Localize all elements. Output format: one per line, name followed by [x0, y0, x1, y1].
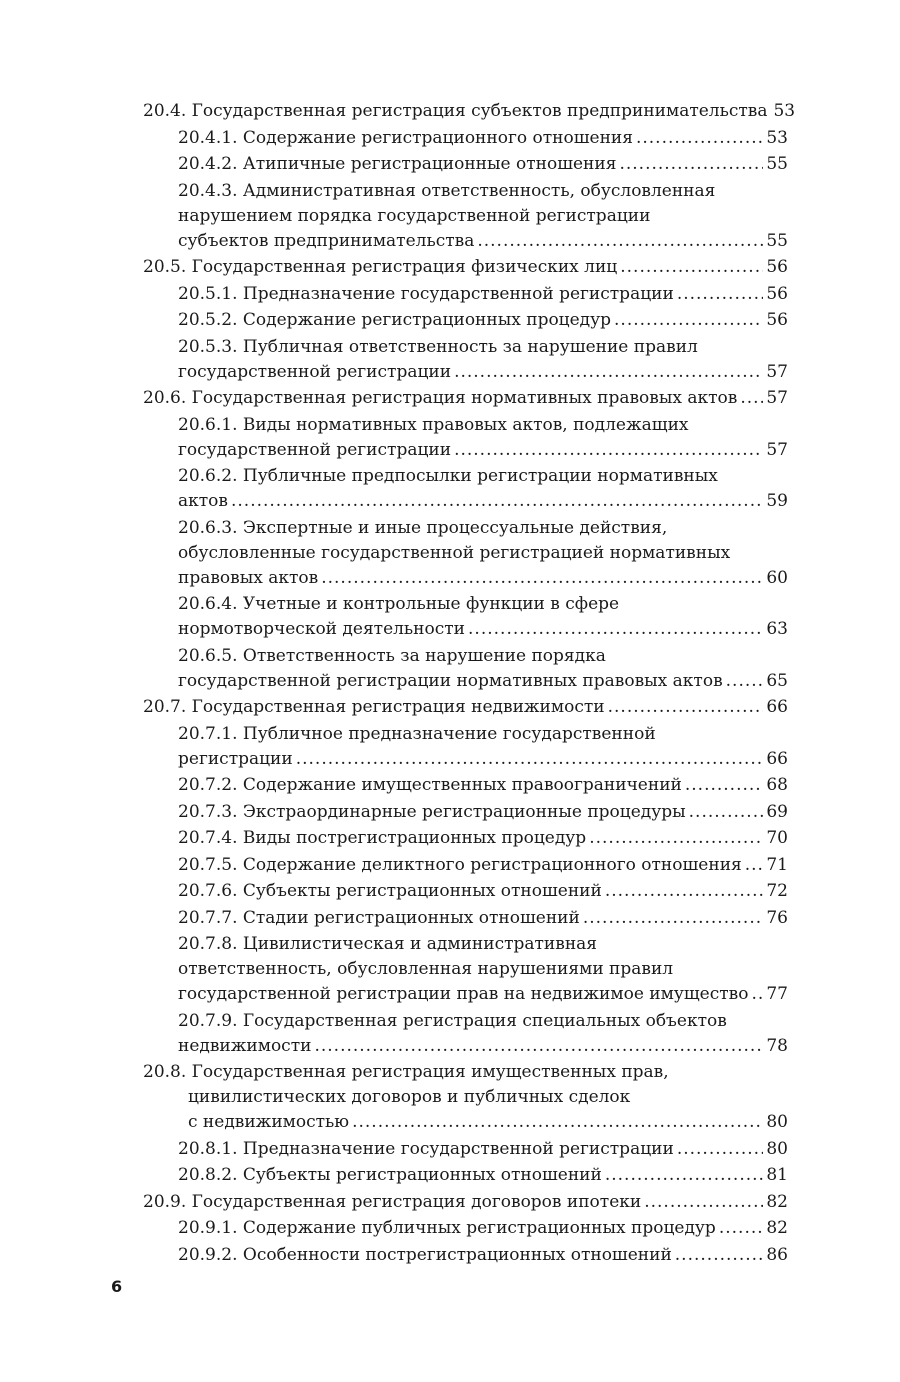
- toc-subsection-entry: [143, 464, 788, 514]
- toc-subsection-entry: [143, 800, 788, 825]
- toc-entry-line: [178, 1137, 788, 1162]
- toc-entry-line: [178, 826, 788, 851]
- toc-entry-line: [143, 99, 796, 124]
- toc-entry-title: 20.8.2. Субъекты регистрационных отношений: [178, 1165, 602, 1185]
- toc-entry-title: 20.6. Государственная регистрация нормативных правовых актов: [143, 388, 738, 408]
- toc-entry-title: 20.4.2. Атипичные регистрационные отношения: [178, 154, 617, 174]
- toc-entry-line: [178, 489, 788, 514]
- toc-entry-title: 20.5.2. Содержание регистрационных процедур: [178, 310, 612, 330]
- toc-page-number: 55: [766, 154, 788, 174]
- toc-entry-line: [178, 669, 788, 694]
- toc-entry-title: 20.7.6. Субъекты регистрационных отношений: [178, 881, 602, 901]
- toc-entry-title: 20.8.1. Предназначение государственной регистрации: [178, 1138, 674, 1159]
- toc-entry-title: нарушением порядка государственной регистрации: [178, 205, 651, 226]
- dot-leader: [314, 1034, 763, 1059]
- toc-subsection-entry: [143, 335, 788, 385]
- toc-entry-title: 20.4. Государственная регистрация субъектов предпринимательства: [143, 101, 768, 121]
- toc-page-number: 82: [766, 1191, 788, 1212]
- toc-page-number: 71: [766, 854, 788, 875]
- toc-entry-line: [178, 1243, 788, 1268]
- toc-entry-line: [178, 932, 788, 957]
- toc-page-number: 57: [766, 439, 788, 460]
- toc-entry-line: [178, 644, 788, 669]
- toc-page-number: 56: [766, 310, 788, 330]
- toc-section-entry: [143, 386, 788, 411]
- toc-entry-line: [143, 1085, 788, 1110]
- dot-leader: [589, 826, 763, 851]
- toc-entry-title: 20.7. Государственная регистрация недвижимости: [143, 697, 605, 717]
- toc-entry-title: 20.9.1. Содержание публичных регистрационных процедур: [178, 1218, 716, 1238]
- toc-entry-title: 20.6.4. Учетные и контрольные функции в сфере: [178, 594, 620, 614]
- table-of-contents: [143, 99, 796, 1269]
- toc-entry-line: [178, 879, 788, 904]
- dot-leader: [745, 853, 764, 878]
- toc-subsection-entry: [143, 152, 788, 177]
- toc-page-number: 69: [766, 801, 788, 822]
- toc-entry-line: [178, 800, 788, 825]
- toc-entry-title: 20.7.1. Публичное предназначение государственной: [178, 723, 656, 744]
- toc-page-number: 63: [766, 619, 788, 639]
- toc-entry-line: [178, 722, 788, 747]
- toc-entry-title: обусловленные государственной регистрацией нормативных: [178, 542, 731, 563]
- toc-entry-title: 20.6.5. Ответственность за нарушение порядка: [178, 645, 606, 666]
- toc-section-entry: [143, 255, 788, 280]
- toc-entry-line: [178, 957, 788, 982]
- toc-entry-title: 20.6.3. Экспертные и иные процессуальные действия,: [178, 517, 668, 538]
- toc-entry-title: правовых актов: [178, 567, 319, 588]
- toc-subsection-entry: [143, 308, 788, 333]
- toc-subsection-entry: [143, 282, 788, 307]
- toc-entry-line: [143, 695, 788, 720]
- toc-entry-line: [143, 386, 788, 411]
- toc-entry-title: 20.7.7. Стадии регистрационных отношений: [178, 907, 580, 928]
- dot-leader: [454, 438, 763, 463]
- toc-entry-title: с недвижимостью: [188, 1112, 350, 1132]
- dot-leader: [454, 360, 763, 385]
- toc-page-number: 66: [766, 748, 788, 769]
- dot-leader: [608, 695, 764, 720]
- toc-entry-line: [178, 516, 788, 541]
- dot-leader: [477, 229, 763, 254]
- toc-subsection-entry: [143, 879, 788, 904]
- toc-subsection-entry: [143, 592, 788, 642]
- dot-leader: [468, 617, 763, 642]
- dot-leader: [605, 1163, 764, 1188]
- toc-section-entry: [143, 695, 788, 720]
- dot-leader: [352, 1110, 763, 1135]
- toc-entry-line: [178, 1216, 788, 1241]
- toc-subsection-entry: [143, 1163, 788, 1188]
- toc-entry-line: [178, 541, 788, 566]
- toc-subsection-entry: [143, 413, 788, 463]
- toc-entry-title: 20.9.2. Особенности пострегистрационных отношений: [178, 1244, 672, 1265]
- toc-page-number: 78: [766, 1035, 788, 1056]
- dot-leader: [296, 747, 764, 772]
- toc-entry-line: [178, 413, 788, 438]
- toc-section-entry: [143, 1060, 788, 1135]
- toc-entry-title: государственной регистрации нормативных правовых актов: [178, 670, 723, 691]
- toc-entry-line: [143, 1190, 788, 1215]
- dot-leader: [583, 906, 764, 931]
- toc-entry-title: нормотворческой деятельности: [178, 619, 466, 639]
- toc-subsection-entry: [143, 1216, 788, 1241]
- toc-entry-line: [143, 1110, 788, 1135]
- toc-page-number: 65: [766, 670, 788, 691]
- toc-entry-line: [178, 617, 788, 642]
- toc-page-number: 66: [766, 697, 788, 717]
- toc-entry-title: регистрации: [178, 748, 293, 769]
- dot-leader: [726, 669, 764, 694]
- toc-page-number: 82: [766, 1218, 788, 1238]
- dot-leader: [644, 1190, 763, 1215]
- dot-leader: [614, 308, 763, 333]
- toc-page-number: 55: [766, 230, 788, 251]
- toc-page-number: 77: [766, 984, 788, 1004]
- toc-entry-title: 20.8. Государственная регистрация имущественных прав,: [143, 1062, 669, 1082]
- toc-section-entry: [143, 99, 796, 124]
- toc-entry-line: [178, 204, 788, 229]
- toc-entry-title: 20.7.2. Содержание имущественных правоограничений: [178, 775, 682, 795]
- toc-subsection-entry: [143, 722, 788, 772]
- toc-page-number: 70: [766, 828, 788, 848]
- toc-subsection-entry: [143, 126, 788, 151]
- page-number: 6: [111, 1277, 123, 1296]
- toc-entry-line: [178, 1163, 788, 1188]
- toc-entry-title: 20.4.3. Административная ответственность, обусловленная: [178, 180, 716, 201]
- toc-entry-title: цивилистических договоров и публичных сделок: [188, 1087, 631, 1107]
- toc-subsection-entry: [143, 1009, 788, 1059]
- toc-entry-line: [143, 255, 788, 280]
- toc-page-number: 56: [766, 257, 788, 277]
- toc-entry-line: [178, 773, 788, 798]
- toc-entry-title: 20.7.4. Виды пострегистрационных процедур: [178, 828, 587, 848]
- toc-page-number: 68: [766, 775, 788, 795]
- dot-leader: [689, 800, 764, 825]
- dot-leader: [619, 152, 763, 177]
- toc-entry-title: 20.5.1. Предназначение государственной регистрации: [178, 283, 674, 304]
- toc-entry-line: [178, 335, 788, 360]
- toc-entry-line: [178, 853, 788, 878]
- dot-leader: [605, 879, 764, 904]
- toc-entry-title: 20.7.5. Содержание деликтного регистрационного отношения: [178, 854, 742, 875]
- toc-entry-line: [178, 360, 788, 385]
- toc-entry-title: 20.7.8. Цивилистическая и административная: [178, 934, 598, 954]
- toc-entry-line: [178, 152, 788, 177]
- toc-subsection-entry: [143, 516, 788, 591]
- toc-entry-line: [178, 229, 788, 254]
- toc-section-entry: [143, 1190, 788, 1215]
- toc-entry-line: [178, 438, 788, 463]
- dot-leader: [636, 126, 763, 151]
- dot-leader: [719, 1216, 764, 1241]
- toc-entry-title: государственной регистрации прав на недвижимое имущество: [178, 984, 749, 1004]
- toc-page-number: 72: [766, 881, 788, 901]
- toc-entry-line: [178, 747, 788, 772]
- toc-entry-line: [178, 592, 788, 617]
- toc-entry-line: [178, 282, 788, 307]
- toc-page-number: 80: [766, 1138, 788, 1159]
- toc-entry-title: 20.5.3. Публичная ответственность за нарушение правил: [178, 336, 698, 357]
- toc-page-number: 60: [766, 567, 788, 588]
- toc-entry-line: [178, 566, 788, 591]
- toc-entry-title: государственной регистрации: [178, 361, 452, 382]
- toc-entry-title: 20.5. Государственная регистрация физических лиц: [143, 257, 618, 277]
- toc-entry-title: субъектов предпринимательства: [178, 230, 475, 251]
- toc-page-number: 59: [766, 491, 788, 511]
- toc-subsection-entry: [143, 773, 788, 798]
- toc-page-number: 53: [766, 127, 788, 148]
- toc-entry-title: 20.4.1. Содержание регистрационного отношения: [178, 127, 633, 148]
- toc-subsection-entry: [143, 853, 788, 878]
- toc-entry-line: [178, 179, 788, 204]
- dot-leader: [677, 282, 764, 307]
- toc-page-number: 57: [766, 388, 788, 408]
- toc-entry-title: 20.6.1. Виды нормативных правовых актов, подлежащих: [178, 414, 689, 435]
- dot-leader: [685, 773, 764, 798]
- toc-subsection-entry: [143, 1137, 788, 1162]
- toc-entry-title: ответственность, обусловленная нарушениями правил: [178, 959, 674, 979]
- toc-subsection-entry: [143, 1243, 788, 1268]
- toc-subsection-entry: [143, 179, 788, 254]
- toc-page-number: 53: [773, 101, 796, 121]
- toc-entry-line: [178, 464, 788, 489]
- toc-page-number: 76: [766, 907, 788, 928]
- toc-entry-title: государственной регистрации: [178, 439, 452, 460]
- dot-leader: [231, 489, 763, 514]
- toc-entry-title: 20.7.3. Экстраординарные регистрационные процедуры: [178, 801, 686, 822]
- toc-page-number: 81: [766, 1165, 788, 1185]
- dot-leader: [677, 1137, 764, 1162]
- toc-entry-line: [178, 1009, 788, 1034]
- toc-entry-title: актов: [178, 491, 228, 511]
- toc-subsection-entry: [143, 826, 788, 851]
- toc-entry-line: [178, 1034, 788, 1059]
- toc-subsection-entry: [143, 932, 788, 1007]
- dot-leader: [675, 1243, 764, 1268]
- dot-leader: [751, 982, 763, 1007]
- toc-subsection-entry: [143, 644, 788, 694]
- toc-entry-title: недвижимости: [178, 1035, 312, 1056]
- toc-page-number: 80: [766, 1112, 788, 1132]
- dot-leader: [321, 566, 763, 591]
- toc-entry-line: [178, 906, 788, 931]
- toc-entry-line: [178, 308, 788, 333]
- toc-entry-title: 20.7.9. Государственная регистрация специальных объектов: [178, 1010, 727, 1031]
- toc-entry-line: [178, 126, 788, 151]
- toc-page-number: 57: [766, 361, 788, 382]
- toc-entry-title: 20.6.2. Публичные предпосылки регистрации нормативных: [178, 466, 718, 486]
- toc-subsection-entry: [143, 906, 788, 931]
- toc-page-number: 86: [766, 1244, 788, 1265]
- toc-entry-line: [143, 1060, 788, 1085]
- toc-entry-title: 20.9. Государственная регистрация договоров ипотеки: [143, 1191, 642, 1212]
- toc-page-number: 56: [766, 283, 788, 304]
- toc-entry-line: [178, 982, 788, 1007]
- dot-leader: [740, 386, 763, 411]
- dot-leader: [620, 255, 763, 280]
